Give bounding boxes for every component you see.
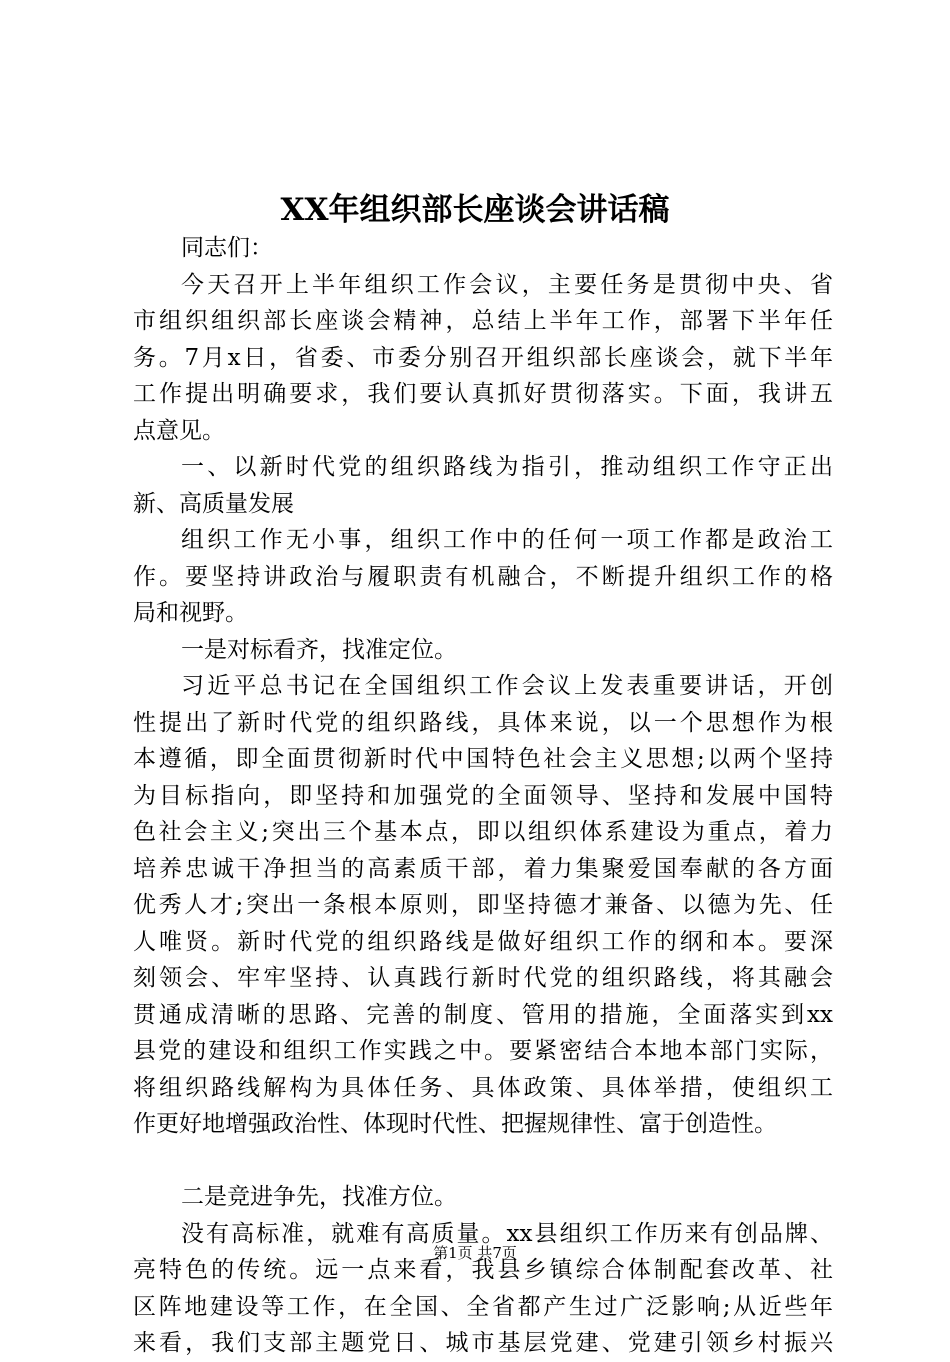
- paragraph-line: 作。要坚持讲政治与履职责有机融合，不断提升组织工作的格: [133, 563, 833, 590]
- paragraph-line: 将组织路线解构为具体任务、具体政策、具体举措，使组织工: [133, 1074, 833, 1101]
- paragraph-line: 优秀人才;突出一条根本原则，即坚持德才兼备、以德为先、任: [133, 892, 833, 918]
- paragraph-line: 人唯贤。新时代党的组织路线是做好组织工作的纲和本。要深: [133, 928, 833, 955]
- subheading-line: 二是竞进争先，找准方位。: [181, 1184, 457, 1210]
- paragraph-line: 色社会主义;突出三个基本点，即以组织体系建设为重点，着力: [133, 819, 833, 845]
- salutation-line: 同志们：: [181, 235, 273, 261]
- paragraph-line: 培养忠诚干净担当的高素质干部，着力集聚爱国奉献的各方面: [133, 855, 833, 882]
- paragraph-line: 区阵地建设等工作，在全国、全省都产生过广泛影响;从近些年: [133, 1293, 833, 1320]
- paragraph-line: 习近平总书记在全国组织工作会议上发表重要讲话，开创: [181, 673, 833, 699]
- page-number-footer: 第1页 共7页: [433, 1244, 517, 1262]
- paragraph-line: 本遵循，即全面贯彻新时代中国特色社会主义思想;以两个坚持: [133, 746, 833, 772]
- paragraph-line: 来看，我们支部主题党日、城市基层党建、党建引领乡村振兴: [133, 1330, 833, 1356]
- subheading-line: 一是对标看齐，找准定位。: [181, 636, 457, 663]
- blank-line: [133, 1143, 833, 1180]
- paragraph-line: 刻领会、牢牢坚持、认真践行新时代党的组织路线，将其融会: [133, 965, 833, 991]
- paragraph-line: 点意见。: [133, 417, 225, 444]
- paragraph-line: 作更好地增强政治性、体现时代性、把握规律性、富于创造性。: [133, 1111, 777, 1137]
- document-title: XX年组织部长座谈会讲话稿: [280, 192, 670, 228]
- section-heading-line: 一、以新时代党的组织路线为指引，推动组织工作守正出: [181, 454, 833, 480]
- paragraph-line: 县党的建设和组织工作实践之中。要紧密结合本地本部门实际，: [133, 1038, 833, 1064]
- document-body: [133, 230, 833, 1362]
- paragraph-line: 务。7月x日，省委、市委分别召开组织部长座谈会，就下半年: [133, 344, 833, 371]
- paragraph-line: 市组织组织部长座谈会精神，总结上半年工作，部署下半年任: [133, 308, 833, 334]
- paragraph-line: 性提出了新时代党的组织路线，具体来说，以一个思想作为根: [133, 709, 833, 736]
- paragraph-line: 贯通成清晰的思路、完善的制度、管用的措施，全面落实到xx: [133, 1001, 833, 1028]
- paragraph-line: 今天召开上半年组织工作会议，主要任务是贯彻中央、省: [181, 271, 833, 298]
- paragraph-line: 局和视野。: [133, 600, 248, 626]
- paragraph-line: 为目标指向，即坚持和加强党的全面领导、坚持和发展中国特: [133, 782, 833, 809]
- section-heading-line: 新、高质量发展: [133, 490, 294, 517]
- paragraph-line: 工作提出明确要求，我们要认真抓好贯彻落实。下面，我讲五: [133, 381, 833, 407]
- paragraph-line: 没有高标准，就难有高质量。xx县组织工作历来有创品牌、: [181, 1220, 833, 1247]
- paragraph-line: 组织工作无小事，组织工作中的任何一项工作都是政治工: [181, 527, 833, 553]
- paragraph-line: 亮特色的传统。远一点来看，我县乡镇综合体制配套改革、社: [133, 1257, 833, 1283]
